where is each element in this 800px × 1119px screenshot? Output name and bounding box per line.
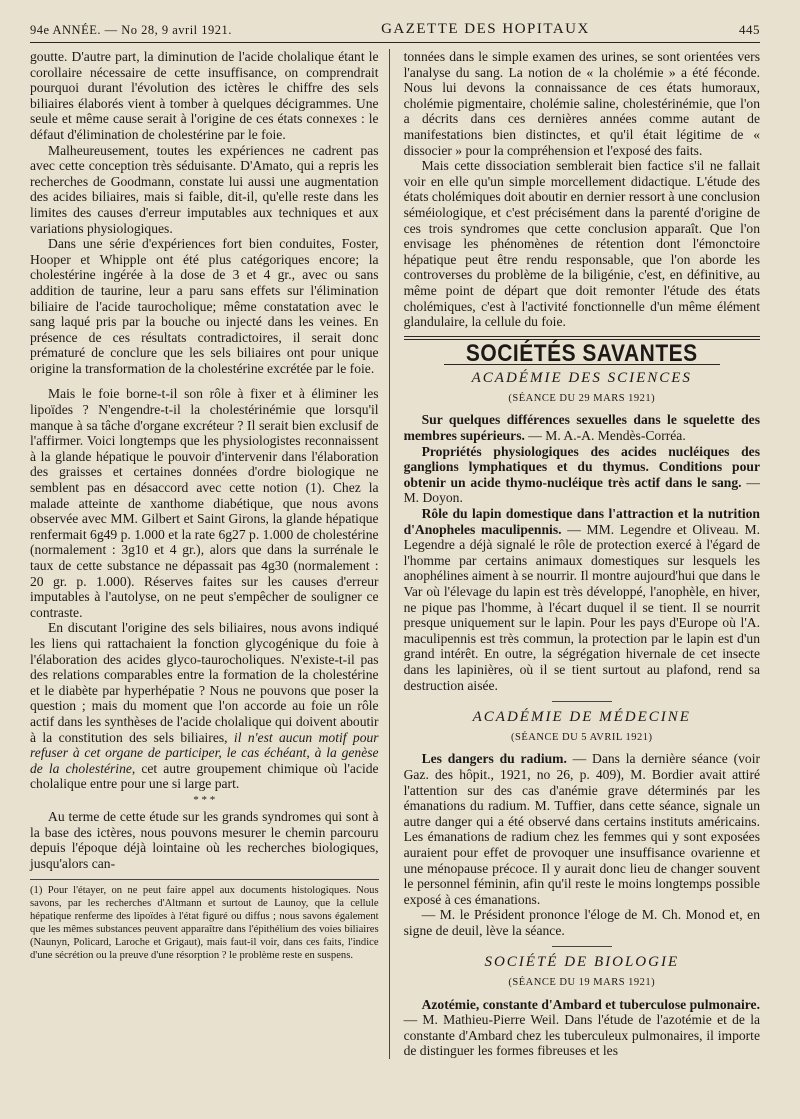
session-date: (SÉANCE DU 19 MARS 1921): [508, 977, 656, 989]
paragraph: Dans une série d'expériences fort bien conduites, Foster, Hooper et Whipple ont été plus catégoriques encore; la cholestérine ingérée à la dose de 3 et 4 gr., avec ou sans addition de taurine, leur a paru sans effets sur l'élimination biliaire de l'acide taurocholique; même constatation avec le sang laqué pris par la bouche ou injecté dans les veines. En présence de ces résultats contradictoires, il serait donc prématuré de conclure que les sels biliaires ont pour unique origine la transformation de la cholestérine excrétée par le foie.: [30, 236, 379, 376]
report-title: Propriétés physiologiques des acides nucléiques des ganglions lymphatiques et du thymus. Conditions pour obtenir un acide thymo-nucléique très actif dans le sang.: [403, 443, 760, 490]
society-title: SOCIÉTÉ DE BIOLOGIE: [484, 954, 680, 971]
report-item: [404, 997, 760, 1059]
paragraph: goutte. D'autre part, la diminution de l'acide cholalique étant le corollaire nécessaire de cette insuffisance, on comprendrait pourquoi durant l'évolution des ictères le chiffre des sels biliaires élaborés vient à tomber à quelques décigrammes. Une seule et même cause serait à l'origine de ces états connexes : le défaut d'élimination de cholestérine par le foie.: [30, 49, 379, 142]
paragraph: Au terme de cette étude sur les grands syndromes qui sont à la base des ictères, nous pouvons mesurer le chemin parcouru depuis l'époque déjà lointaine où les recherches biologiques, jusqu'alors can-: [30, 808, 379, 871]
report-title: Les dangers du radium.: [421, 751, 567, 767]
report-item: [404, 506, 760, 693]
paragraph: Mais le foie borne-t-il son rôle à fixer et à éliminer les lipoïdes ? N'engendre-t-il la cholestérinémie que lorsqu'il manque à sa tâche d'organe excréteur ? Il serait bien exclusif de l'affirmer. Voici longtemps que les physiologistes reconnaissent à la glande hépatique le pouvoir d'intervenir dans l'élaboration des graisses et certaines données d'ordre biologique ne semblent pas en désaccord avec cette notion (1). Chez la malade atteinte de xanthome diabétique, que nous avons observée avec MM. Gilbert et Saint Girons, la glande hépatique renfermait 6g49 p. 1.000 et la rate 6g27 p. 1.000 de cholestérine (normalement : 3g10 et 4 gr.), alors que dans la surrénale le taux de cette substance ne dépassait pas 4g30 (normalement : 20 gr. p. 1.000). Réserves faites sur les causes d'erreur imputables à l'autolyse, on ne peut s'empêcher de souligner ce contraste.: [30, 386, 379, 620]
paragraph: [30, 620, 379, 792]
paragraph: Malheureusement, toutes les expériences ne cadrent pas avec cette conception très séduisante. D'Amato, qui a repris les recherches de Goodmann, constate lui aussi une augmentation des acides biliaires, mais si faible, dit-il, qu'elle reste dans les limites des causes d'erreur imputables aux techniques et aux variations physiologiques.: [30, 142, 379, 236]
report-item: [404, 751, 760, 907]
session-date: (SÉANCE DU 29 MARS 1921): [508, 392, 656, 404]
report-item: [404, 412, 760, 443]
page-number: 445: [739, 22, 760, 37]
session-date: (SÉANCE DU 5 AVRIL 1921): [511, 731, 653, 743]
issue-info: 94e ANNÉE. — No 28, 9 avril 1921.: [30, 23, 232, 37]
section-rule: [404, 336, 760, 340]
paragraph: tonnées dans le simple examen des urines, se sont orientées vers l'analyse du sang. La notion de « la cholémie » a été féconde. Nous lui devons la connaissance de ces états humoraux, cholémie pigmentaire, cholémie saline, cholestérinémie, que l'on a décrits dans ces dernières années comme autant de manifestations bien distinctes, et qu'il était légitime de « dissocier » pour la compréhension et l'exposé des faits.: [403, 49, 760, 158]
report-text: — M. A.-A. Mendès-Corréa.: [524, 428, 686, 444]
footnote: (1) Pour l'étayer, on ne peut faire appel aux documents histologiques. Nous savons, par les recherches d'Altmann et surtout de Launoy, que la cellule hépatique renferme des lipoïdes à l'état figuré ou diffus ; nous savons également que les mêmes substances peuvent apparaître dans l'épithélium des voies biliaires (Naunyn, Policard, Laroche et Grigaut), mais faut-il voir, dans ces faits, l'indice d'une sécrétion ou la preuve d'une résorption ? le problème reste en suspens.: [30, 879, 379, 962]
italic-run: il n'est aucun motif pour refuser à cet organe de participer, le cas échéant, à la genèse de la cholestérine: [30, 729, 379, 776]
section-title: SOCIÉTÉS SAVANTES: [465, 339, 698, 367]
section-stars: * * *: [193, 793, 216, 806]
report-text: — M. Doyon.: [403, 474, 760, 506]
left-column: [30, 49, 390, 1059]
report-item: [404, 444, 760, 506]
page-header: [30, 8, 760, 38]
columns: [30, 49, 760, 1059]
report-title: Rôle du lapin domestique dans l'attraction et la nutrition d'Anopheles maculipennis.: [403, 506, 760, 537]
academy-title: ACADÉMIE DE MÉDECINE: [472, 709, 691, 726]
report-title: Azotémie, constante d'Ambard et tuberculose pulmonaire.: [421, 996, 760, 1012]
divider: [552, 946, 612, 947]
report-title: Sur quelques différences sexuelles dans le squelette des membres supérieurs.: [403, 412, 760, 444]
paragraph: Mais cette dissociation semblerait bien factice s'il ne fallait voir en elle qu'un simple morcellement didactique. L'étude des états cholémiques doit aboutir en dernier ressort à une conclusion séméiologique, et c'est précisément dans la parenté d'origine de ces trois syndromes que cette conclusion apparaît. Que l'on envisage les phénomènes de rétention dont l'émonctoire hépatique peut être rendu responsable, que l'on aborde les controverses du problème de la biligénie, c'est, en définitive, au même point de départ que doit remonter l'étude des états cholémiques, c'est à l'activité fonctionnelle d'un même élément glandulaire, la cellule du foie.: [403, 158, 760, 330]
header-rule: [30, 42, 760, 43]
text-run: , cet autre groupement chimique où l'acide cholalique entre pour une si large part.: [30, 760, 379, 792]
academy-title: ACADÉMIE DES SCIENCES: [471, 370, 692, 387]
report-text: — Dans la dernière séance (voir Gaz. des hôpit., 1921, no 26, p. 409), M. Bordier avait attiré l'attention sur des cas d'anémie grave déterminés par les émanations du radium. M. Tuffier, dans cette séance, signale un autre danger qui a été observé dans certains instituts américains. Les émanations de radium chez les femmes qui y sont exposées auraient pour effet de provoquer une insuffisance ovarienne et une ménopause précoce. Il y aurait donc lieu de changer souvent le personnel féminin, afin qu'il reste le moins longtemps possible exposé à ces émanations.: [403, 751, 760, 907]
journal-title: GAZETTE DES HOPITAUX: [381, 21, 590, 37]
report-item: — M. le Président prononce l'éloge de M. Ch. Monod et, en signe de deuil, lève la séance.: [403, 907, 760, 938]
right-column: [404, 49, 760, 1059]
report-text: — M. Mathieu-Pierre Weil. Dans l'étude de l'azotémie et de la constante d'Ambard chez les tuberculeux pulmonaires, il importe de distinguer les formes fibreuses et les: [403, 1012, 760, 1059]
text-run: En discutant l'origine des sels biliaires, nous avons indiqué les liens qui rattachaient la fonction glycogénique du foie à l'élaboration des acides glyco-taurocholiques. N'existe-t-il pas des relations comparables entre la formation de la cholestérine et le diabète par hyperhépatie ? Nous ne pouvons que poser la question ; mais du moment que l'on accorde au foie un rôle actif dans les synthèses de l'acide cholalique qui doivent aboutir à la constitution des sels biliaires,: [30, 620, 379, 745]
report-text: — MM. Legendre et Oliveau. M. Legendre a déjà signalé le rôle de protection exercé à l'égard de l'homme par certains animaux domestiques sur lesquels les anophélines aiment à se nourrir. Il montre aujourd'hui que dans le Var où l'élevage du lapin est très développé, l'anophèle, en hiver, ne pique pas l'homme, à l'écart duquel il se tient. Il se nourrit presque uniquement sur le lapin. Pour les pays d'Europe où l'A. maculipennis est très commun, la protection par le lapin est d'un grand intérêt. En outre, la ségrégation hivernale de cet insecte dans les lapinières, où il se tient surtout au plafond, rend sa destruction aisée.: [403, 521, 760, 693]
divider: [552, 701, 612, 702]
